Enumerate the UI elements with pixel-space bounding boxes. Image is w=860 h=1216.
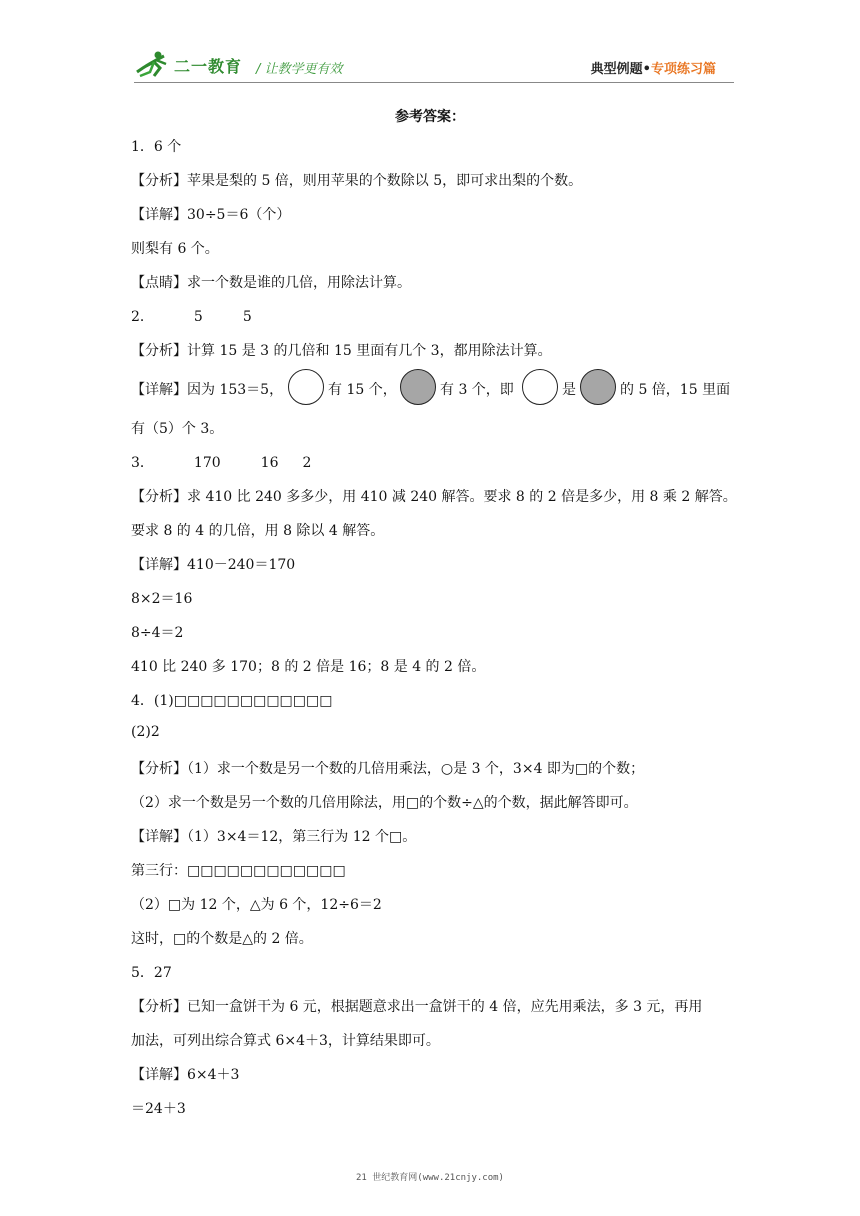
q5-analysis-2: 加法，可列出综合算式 6×4＋3，计算结果即可。 [131, 1033, 440, 1049]
q2-detail-a: 【详解】因为 153＝5， [131, 382, 284, 398]
runner-logo-icon [134, 50, 172, 78]
q3-conclusion: 410 比 240 多 170；8 的 2 倍是 16；8 是 4 的 2 倍。 [131, 659, 486, 675]
q3-calc-2: 8÷4＝2 [131, 625, 184, 641]
q1-answer: 1．6 个 [131, 139, 182, 155]
q3-analysis-1: 【分析】求 410 比 240 多多少，用 410 减 240 解答。要求 8 的 2 倍是多少，用 8 乘 2 解答。 [131, 489, 737, 505]
q4-answer-2: (2)2 [131, 724, 160, 740]
q3-num: 3． [131, 455, 154, 471]
q4-row3: 第三行：□□□□□□□□□□□□ [131, 863, 346, 879]
q2-detail-e: 的 5 倍，15 里面 [620, 382, 731, 398]
q3-detail: 【详解】410－240＝170 [131, 557, 296, 573]
q3-answer [131, 452, 311, 472]
header-divider [134, 82, 734, 83]
q2-analysis: 【分析】计算 15 是 3 的几倍和 15 里面有几个 3，都用除法计算。 [131, 343, 552, 359]
header-accent: 专项练习篇 [650, 62, 716, 77]
header-section-title [591, 58, 716, 77]
grey-circle-icon [400, 369, 436, 405]
q5-detail: 【详解】6×4＋3 [131, 1067, 240, 1083]
q2-num: 2． [131, 309, 154, 325]
white-circle-icon [522, 369, 558, 405]
page-header [134, 50, 734, 80]
grey-circle-icon [580, 369, 616, 405]
white-circle-icon [288, 369, 324, 405]
q2-answer [131, 306, 252, 326]
q1-tip: 【点睛】求一个数是谁的几倍，用除法计算。 [131, 275, 411, 291]
q2-answer-2: 5 [242, 309, 252, 325]
logo-text: 二一教育 [174, 57, 243, 76]
q4-conclusion: 这时，□的个数是△的 2 倍。 [131, 931, 313, 947]
q5-analysis-1: 【分析】已知一盒饼干为 6 元，根据题意求出一盒饼干的 4 倍，应先用乘法，多 3 元，再用 [131, 999, 703, 1015]
q2-detail-b: 有 15 个， [328, 382, 397, 398]
q1-result: 则梨有 6 个。 [131, 241, 219, 257]
page-title: 参考答案： [395, 109, 465, 125]
q3-answer-1: 170 [193, 455, 221, 471]
slogan: / 让教学更有效 [256, 62, 343, 77]
q2-detail-c: 有 3 个，即 [440, 382, 514, 398]
q1-detail: 【详解】30÷5＝6（个） [131, 207, 291, 223]
q4-analysis-2: （2）求一个数是另一个数的几倍用除法，用□的个数÷△的个数，据此解答即可。 [131, 795, 638, 811]
header-prefix: 典型例题• [590, 62, 651, 77]
q3-calc-1: 8×2＝16 [131, 591, 193, 607]
q3-analysis-2: 要求 8 的 4 的几倍，用 8 除以 4 解答。 [131, 523, 385, 539]
q2-detail-line2: 有（5）个 3。 [131, 421, 224, 437]
q1-analysis: 【分析】苹果是梨的 5 倍，则用苹果的个数除以 5，即可求出梨的个数。 [131, 173, 583, 189]
q4-part2: （2）□为 12 个，△为 6 个，12÷6＝2 [131, 897, 382, 913]
q4-analysis-1: 【分析】（1）求一个数是另一个数的几倍用乘法，○是 3 个，3×4 即为□的个数； [131, 761, 645, 777]
q2-detail-d: 是 [562, 382, 576, 398]
q5-step: ＝24＋3 [131, 1101, 186, 1117]
q4-detail: 【详解】（1）3×4＝12，第三行为 12 个□。 [131, 829, 417, 845]
q3-answer-3: 2 [302, 455, 312, 471]
q2-answer-1: 5 [193, 309, 203, 325]
q3-answer-2: 16 [260, 455, 279, 471]
q5-answer: 5．27 [131, 965, 172, 981]
page-footer: 21 世纪教育网(www.21cnjy.com) [356, 1173, 504, 1183]
q4-answer-1: 4．(1)□□□□□□□□□□□□ [131, 693, 333, 709]
